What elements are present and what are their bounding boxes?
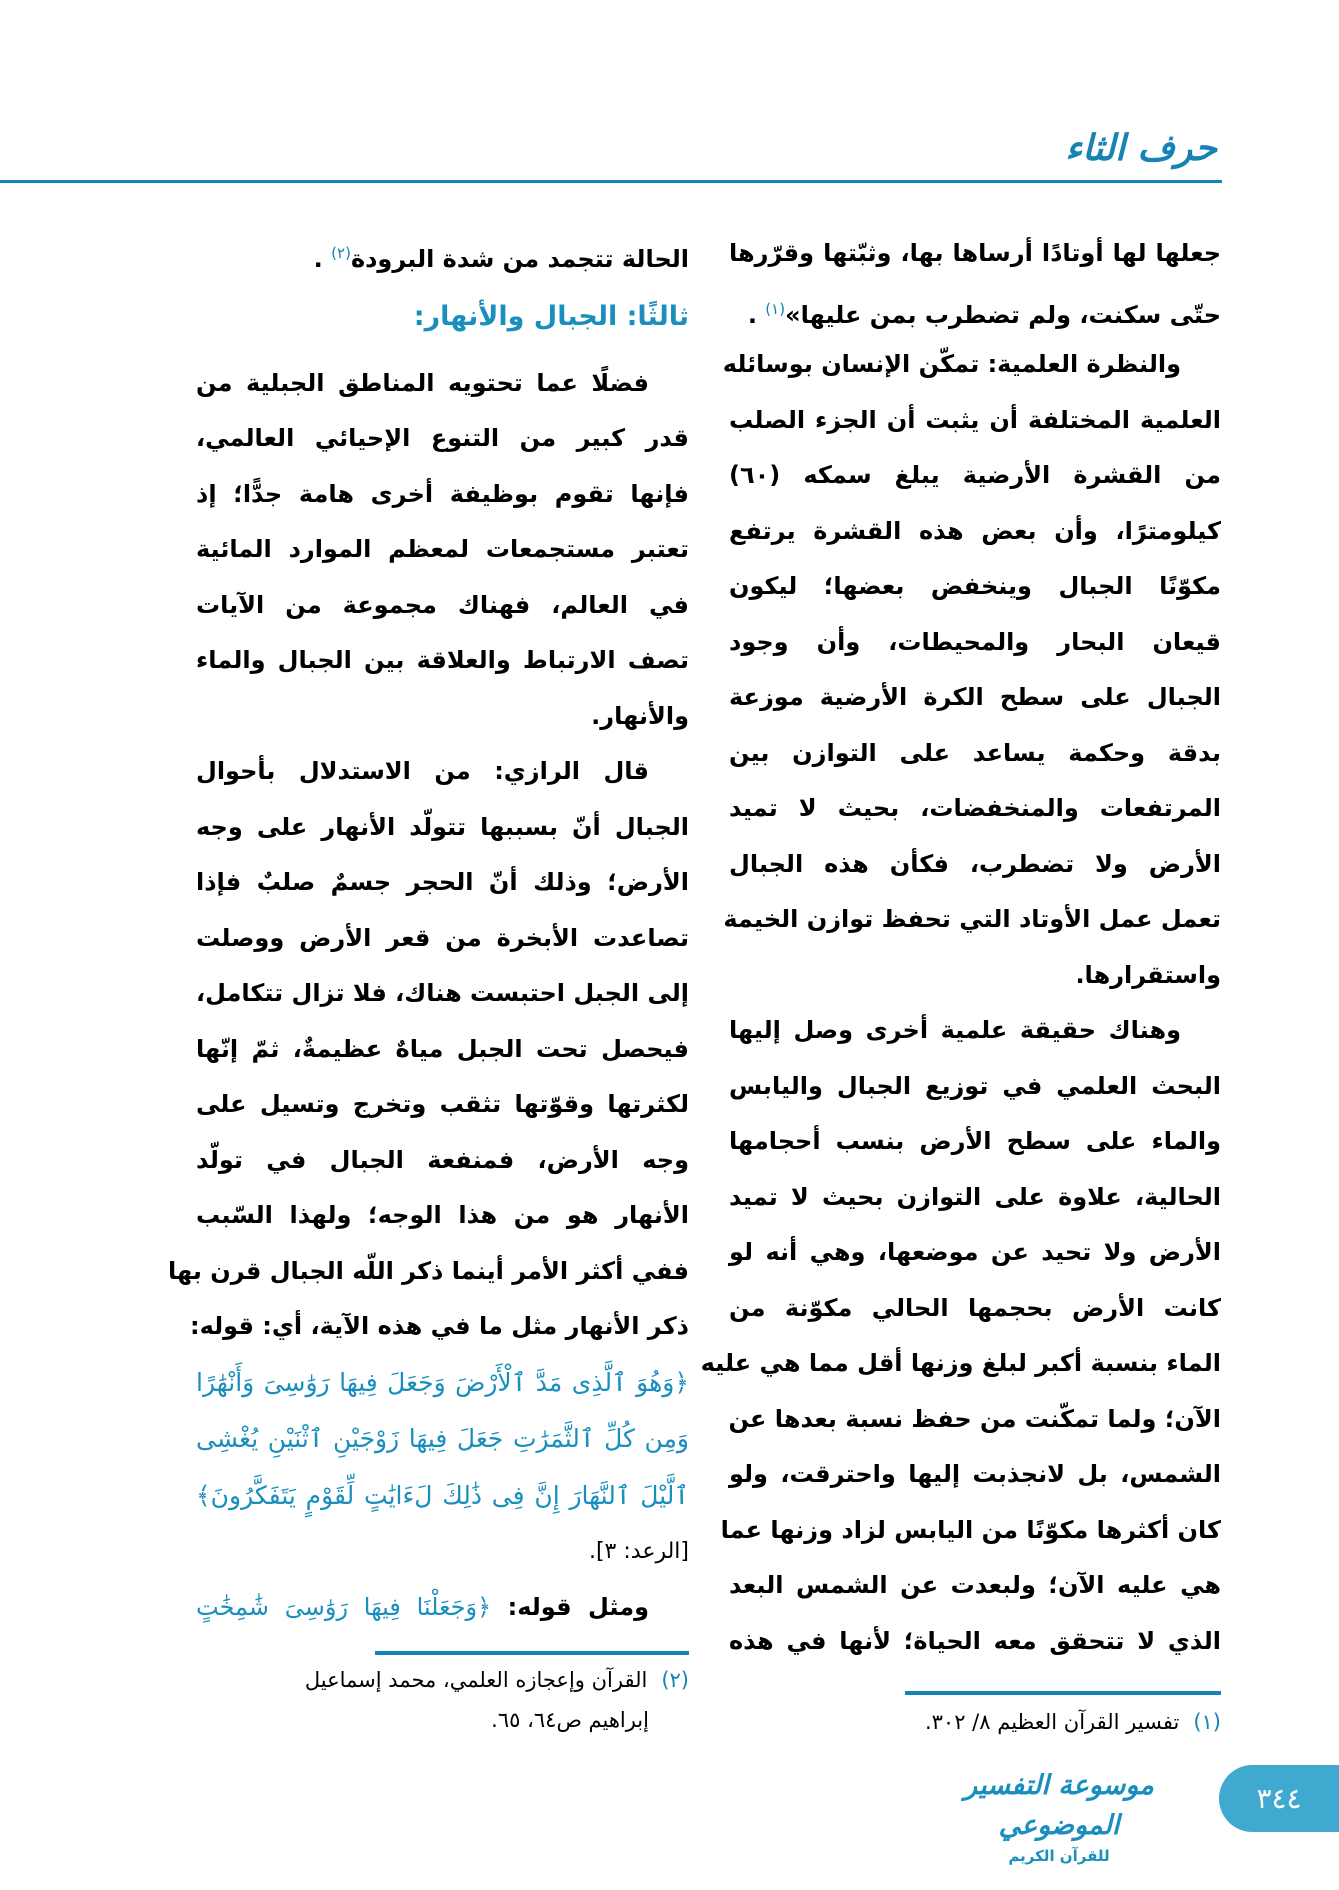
text-line: الجبال أنّ بسببها تتولّد الأنهار على وجه (196, 812, 689, 841)
verse-reference: [الرعد: ٣]. (588, 1539, 689, 1564)
text-line: تعتبر مستجمعات لمعظم الموارد المائية (196, 535, 689, 563)
text-line: الذي لا تتحقق معه الحياة؛ لأنها في هذه (729, 1626, 1221, 1655)
footnote-number: (٢) (661, 1668, 689, 1692)
text-line: تصاعدت الأبخرة من قعر الأرض ووصلت (196, 923, 689, 952)
header-divider (0, 180, 1222, 183)
text-line (196, 226, 689, 282)
text-line: تصف الارتباط والعلاقة بين الجبال والماء (196, 646, 689, 674)
footnote-divider (905, 1691, 1221, 1695)
text-line: لكثرتها وقوّتها تثقب وتخرج وتسيل على (196, 1090, 689, 1118)
footnote-number: (١) (1193, 1710, 1221, 1734)
text-line: في العالم، فهناك مجموعة من الآيات (196, 590, 689, 619)
text-line: ذكر الأنهار مثل ما في هذه الآية، أي: قوله: (190, 1312, 689, 1340)
text-line: من القشرة الأرضية يبلغ سمكه (٦٠) (729, 461, 1221, 489)
line-text: الحالة تتجمد من شدة البرودة (350, 245, 689, 273)
left-column (167, 226, 689, 1635)
text-line (729, 282, 1221, 338)
text-line: ففي أكثر الأمر أينما ذكر اللّه الجبال قرن بها (167, 1256, 689, 1285)
page-number-badge (1219, 1765, 1339, 1832)
text-line: والنظرة العلمية: تمكّن الإنسان بوسائله (722, 350, 1181, 378)
footnote-text: القرآن وإعجازه العلمي، محمد إسماعيل (304, 1668, 648, 1692)
text-line: هي عليه الآن؛ ولبعدت عن الشمس البعد (729, 1571, 1221, 1599)
text-line: كانت الأرض بحجمها الحالي مكوّنة من (729, 1293, 1221, 1322)
quran-verse-line: ﴿وَهُوَ ٱلَّذِى مَدَّ ٱلْأَرْضَ وَجَعَلَ فِيهَا رَوَٰسِىَ وَأَنْهَٰرًا (196, 1367, 689, 1397)
text-line: واستقرارها. (1075, 960, 1221, 989)
text-line: الأرض ولا تحيد عن موضعها، وهي أنه لو (729, 1238, 1221, 1266)
line-end: . (313, 245, 323, 273)
text-line: والأنهار. (591, 701, 689, 730)
text-line (196, 1580, 689, 1636)
footnote-1 (925, 1710, 1221, 1734)
line-text: ومثل قوله: (507, 1592, 649, 1621)
footnote-marker[interactable]: (١) (765, 299, 786, 318)
page-number: ٣٤٤ (1256, 1782, 1302, 1815)
line-end: . (747, 300, 757, 329)
encyclopedia-logo (934, 1766, 1184, 1866)
text-line: فيحصل تحت الجبل مياهٌ عظيمةٌ، ثمّ إنّها (196, 1034, 689, 1063)
text-line: قال الرازي: من الاستدلال بأحوال (196, 757, 649, 785)
text-line: الجبال على سطح الكرة الأرضية موزعة (729, 683, 1221, 711)
text-line: المرتفعات والمنخفضات، بحيث لا تميد (729, 794, 1221, 822)
text-line: مكوّنًا الجبال وينخفض بعضها؛ ليكون (729, 572, 1221, 600)
footnote-2-continued: إبراهيم ص٦٤، ٦٥. (491, 1708, 649, 1732)
right-column (700, 226, 1221, 1669)
footnote-divider (375, 1651, 689, 1655)
text-line: تعمل عمل الأوتاد التي تحفظ توازن الخيمة (723, 905, 1221, 933)
text-line: قيعان البحار والمحيطات، وأن وجود (729, 627, 1221, 656)
line-text: حتّى سكنت، ولم تضطرب بمن عليها» (785, 300, 1221, 329)
text-line: كيلومترًا، وأن بعض هذه القشرة يرتفع (729, 516, 1221, 545)
text-line: كان أكثرها مكوّنًا من اليابس لزاد وزنها عما (720, 1515, 1221, 1544)
text-line: الشمس، بل لانجذبت إليها واحترقت، ولو (729, 1460, 1221, 1488)
quran-verse-inline: ﴿وَجَعَلْنَا فِيهَا رَوَٰسِىَ شَٰمِخَٰتٍ (196, 1592, 492, 1621)
text-line: وهناك حقيقة علمية أخرى وصل إليها (729, 1016, 1181, 1044)
footnote-text: تفسير القرآن العظيم ٨/ ٣٠٢. (924, 1710, 1180, 1734)
text-line: فإنها تقوم بوظيفة أخرى هامة جدًّا؛ إذ (196, 479, 689, 508)
quran-verse-line: وَمِن كُلِّ ٱلثَّمَرَٰتِ جَعَلَ فِيهَا زَوْجَيْنِ ٱثْنَيْنِ يُغْشِى (196, 1424, 689, 1453)
text-line: الحالية، علاوة على التوازن بحيث لا تميد (729, 1182, 1221, 1211)
text-line: الأرض؛ وذلك أنّ الحجر جسمٌ صلبٌ فإذا (196, 868, 689, 896)
text-line: إلى الجبل احتبست هناك، فلا تزال تتكامل، (195, 979, 689, 1007)
text-line: الماء بنسبة أكبر لبلغ وزنها أقل مما هي عليه (700, 1349, 1221, 1377)
text-line: الأرض ولا تضطرب، فكأن هذه الجبال (729, 849, 1221, 878)
chapter-header-title: حرف الثاء (1065, 128, 1217, 169)
footnote-marker[interactable]: (٢) (331, 244, 351, 262)
text-line: فضلًا عما تحتويه المناطق الجبلية من (196, 368, 649, 397)
text-line: الأنهار هو من هذا الوجه؛ ولهذا السّبب (196, 1201, 689, 1229)
text-line: بدقة وحكمة يساعد على التوازن بين (729, 738, 1221, 767)
text-line: العلمية المختلفة أن يثبت أن الجزء الصلب (729, 405, 1221, 434)
text-line: قدر كبير من التنوع الإحيائي العالمي، (196, 424, 689, 452)
text-line: جعلها لها أوتادًا أرساها بها، وثبّتها وقرّرها (729, 239, 1221, 267)
text-line: البحث العلمي في توزيع الجبال واليابس (729, 1071, 1221, 1100)
logo-subtitle: للقرآن الكريم (1008, 1847, 1110, 1865)
footnote-2 (305, 1668, 689, 1692)
text-line: وجه الأرض، فمنفعة الجبال في تولّد (196, 1145, 689, 1174)
section-heading: ثالثًا: الجبال والأنهار: (413, 300, 689, 332)
text-line: الآن؛ ولما تمكّنت من حفظ نسبة بعدها عن (728, 1404, 1221, 1433)
logo-title: موسوعة التفسير الموضوعي (964, 1770, 1154, 1841)
quran-verse-line: ٱلَّيْلَ ٱلنَّهَارَ إِنَّ فِى ذَٰلِكَ لَءَايَٰتٍ لِّقَوْمٍ يَتَفَكَّرُونَ﴾ (196, 1480, 689, 1510)
text-line: والماء على سطح الأرض بنسب أحجامها (729, 1127, 1221, 1155)
